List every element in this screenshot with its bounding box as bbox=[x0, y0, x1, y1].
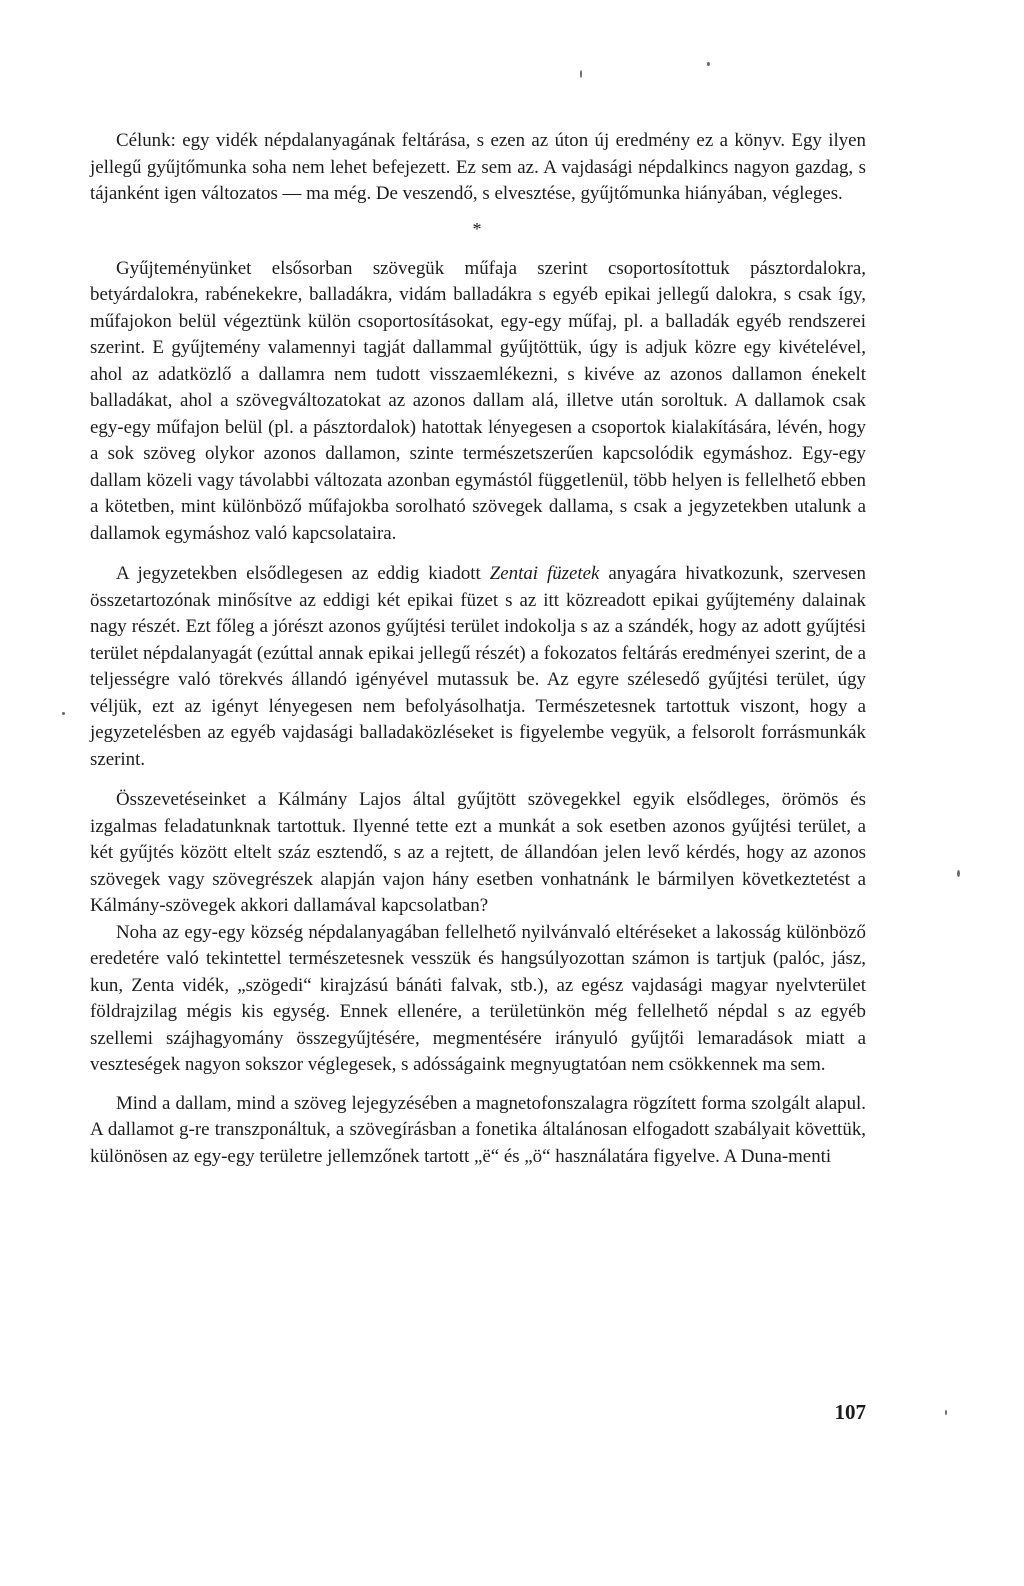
scan-speck bbox=[957, 870, 960, 877]
scan-speck bbox=[707, 62, 710, 66]
notes-text-after: anyagára hivatkozunk, szervesen összetartozónak minősítve az eddigi két epikai füzet s az itt közreadott epikai gyűjtemény dalainak nagy részét. Ezt főleg a jórészt azonos gyűjtési terület indokolja s az a szándék, hogy az adott gyűjtési terület népdalanyagát (ezúttal annak epikai jellegű részét) a fokozatos feltárás eredményei szerint, de a teljességre való törekvés állandó igényével mutassuk be. Az egyre szélesedő gyűjtési terület, úgy véljük, ezt az igényt lényegesen nem befolyásolhatja. Természetesnek tartottuk viszont, hogy a jegyzetelésben az egyéb vajdasági balladaközléseket is figyelembe vegyük, a felsorolt forrásmunkák szerint. bbox=[90, 563, 866, 770]
paragraph-notes bbox=[90, 561, 866, 773]
scan-speck bbox=[580, 70, 582, 78]
page-number: 107 bbox=[834, 1400, 866, 1424]
paragraph-notation: Mind a dallam, mind a szöveg lejegyzésében a magnetofonszalagra rögzített forma szolgált alapul. A dallamot g-re transzponáltuk, a szövegírásban a fonetika általánosan elfogadott szabályait követtük, különösen az egy-egy területre jellemzőnek tartott „ë“ és „ö“ használatára figyelve. A Duna-menti bbox=[90, 1092, 866, 1167]
paragraph-intro: Célunk: egy vidék népdalanyagának feltárása, s ezen az úton új eredmény ez a könyv. Egy ilyen jellegű gyűjtőmunka soha nem lehet befejezett. Ez sem az. A vajdasági népdalkincs nagyon gazdag, s tájanként igen változatos — ma még. De veszendő, s elvesztése, gyűjtőmunka hiányában, végleges. bbox=[90, 130, 866, 204]
page-body bbox=[90, 128, 866, 1170]
paragraph-gap bbox=[90, 773, 866, 787]
section-separator: * bbox=[472, 218, 484, 239]
notes-italic-title: Zentai füzetek bbox=[489, 563, 600, 584]
scan-speck bbox=[62, 712, 65, 715]
paragraph-differences: Noha az egy-egy község népdalanyagában fellelhető nyilvánvaló eltéréseket a lakosság különböző eredetére való tekintettel természetesnek vesszük és hangsúlyozottan számon is tartjuk (palóc, jász, kun, Zenta vidék, „szögedi“ kirajzású bánáti falvak, stb.), az egész vajdasági magyar nyelvterület földrajzilag mégis kis egység. Ennek ellenére, a területünkön még fellelhető népdal s az egyéb szellemi szájhagyomány összegyűjtésére, megmentésére irányuló gyűjtői lemaradások miatt a veszteségek nagyon sokszor véglegesek, s adósságaink megnyugtatóan nem csökkennek ma sem. bbox=[90, 921, 866, 1075]
paragraph-collection: Gyűjteményünket elsősorban szövegük műfaja szerint csoportosítottuk pásztordalokra, betyárdalokra, rabénekekre, balladákra, vidám balladákra s egyéb epikai jellegű dalokra, s csak így, műfajokon belül végeztünk külön csoportosításokat, egy-egy műfaj, pl. a balladák egyéb rendszerei szerint. E gyűjtemény valamennyi tagját dallammal gyűjtöttük, úgy is adjuk közre egy kivételével, ahol az adatközlő a dallamra nem tudott visszaemlékezni, s kivéve az azonos dallamon énekelt balladákat, ahol a szövegváltozatokat az azonos dallam alá, illetve után soroltuk. A dallamok csak egy-egy műfajon belül (pl. a pásztordalok) hatottak lényegesen a csoportok kialakítására, lévén, hogy a sok szöveg olykor azonos dallamon, szinte természetszerűen kapcsolódik egymáshoz. Egy-egy dallam közeli vagy távolabbi változata azonban egymástól függetlenül, több helyen is fellelhető ebben a kötetben, mint különböző műfajokba sorolható szövegek dallama, s csak a jegyzetekben utalunk a dallamok egymáshoz való kapcsolataira. bbox=[90, 257, 866, 544]
paragraph-gap bbox=[90, 547, 866, 561]
notes-text-before: A jegyzetekben elsődlegesen az eddig kiadott bbox=[116, 563, 490, 584]
paragraph-gap bbox=[90, 1079, 866, 1091]
paragraph-comparisons: Összevetéseinket a Kálmány Lajos által gyűjtött szövegekkel egyik elsődleges, örömös és izgalmas feladatunknak tartottuk. Ilyenné tette ezt a munkát a sok esetben azonos gyűjtési terület, a két gyűjtés között eltelt száz esztendő, s az a rejtett, de állandóan jelen levő kérdés, hogy az azonos szövegek vagy szövegrészek alapján vajon hány esetben vonhatnánk le bármilyen következtetést a Kálmány-szövegek akkori dallamával kapcsolatban? bbox=[90, 789, 866, 916]
scan-speck bbox=[945, 1410, 947, 1415]
